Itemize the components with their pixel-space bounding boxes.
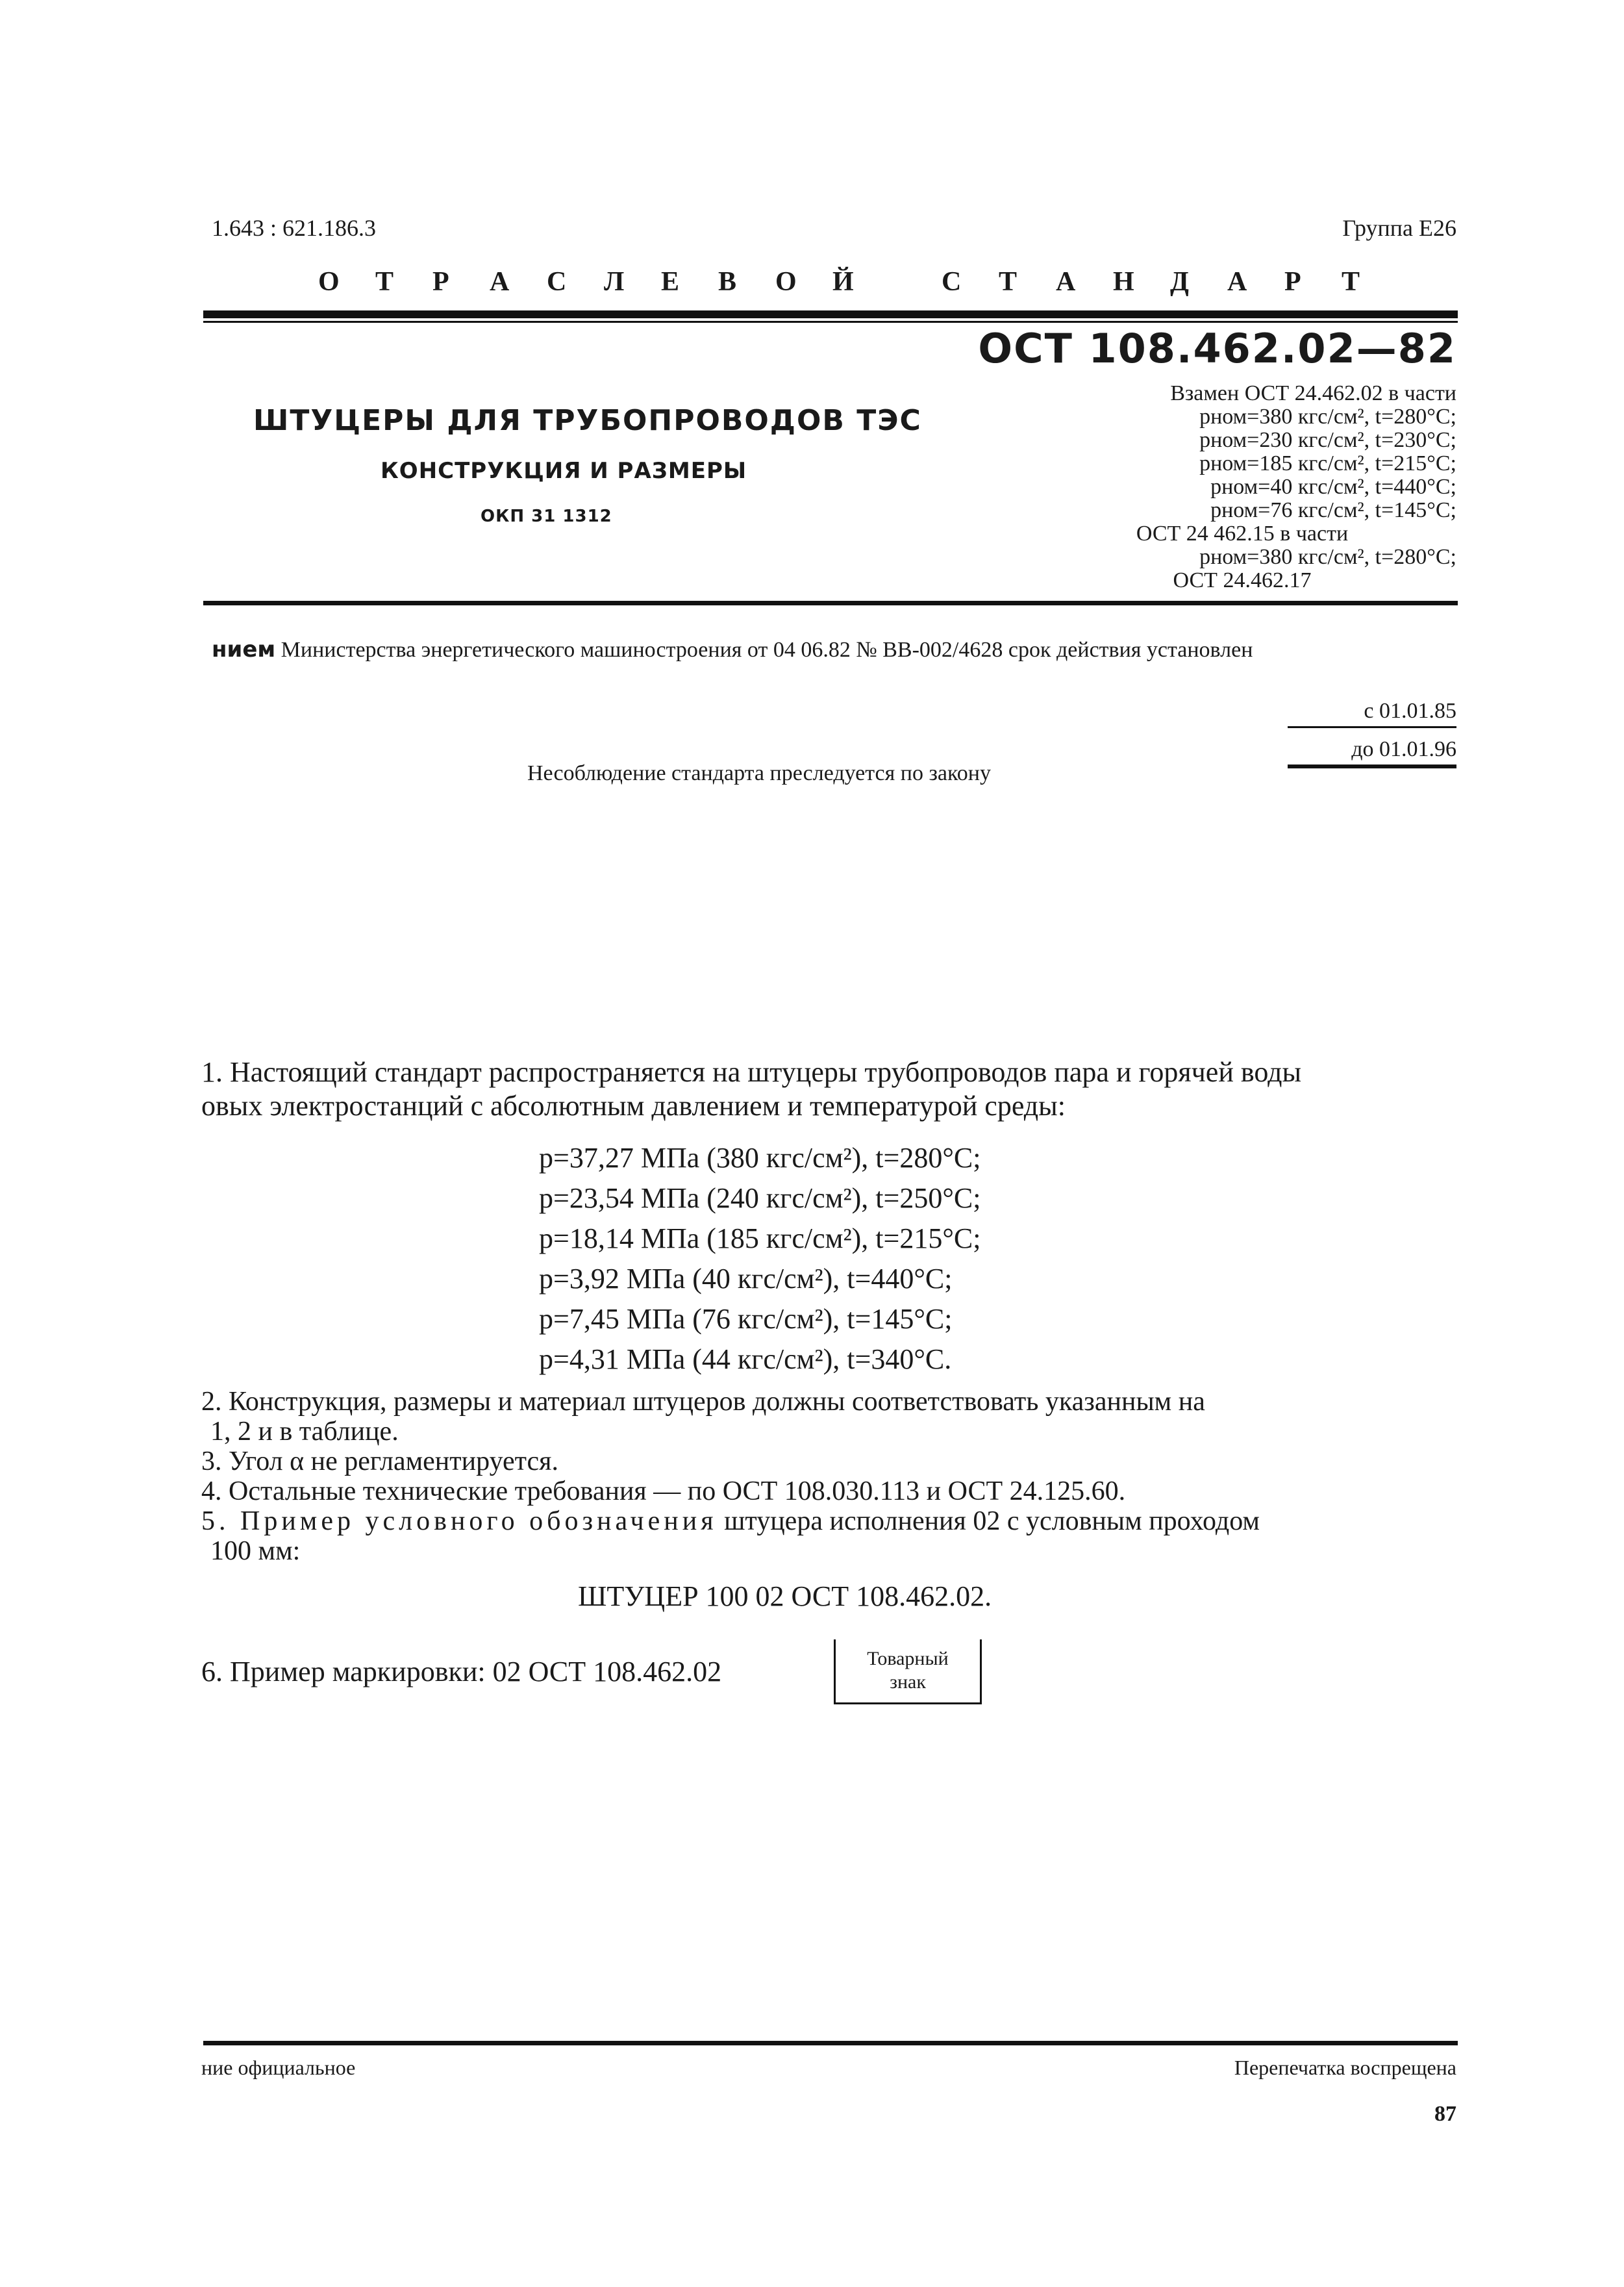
standard-type-letter: Й [832, 267, 854, 297]
replacement-line: Взамен ОСТ 24.462.02 в части [1170, 381, 1456, 405]
clause-4: 4. Остальные технические требования — по ОСТ 108.030.113 и ОСТ 24.125.60. [201, 1476, 1126, 1506]
udk-code: 1.643 : 621.186.3 [212, 215, 377, 241]
parameter-formula: p=4,31 МПа (44 кгс/см²), t=340°C. [539, 1343, 952, 1375]
clause-2: 2. Конструкция, размеры и материал штуцеров должны соответствовать указанным на [201, 1387, 1205, 1417]
validity-dates [1288, 695, 1456, 768]
parameter-list [539, 1138, 981, 1380]
document-subtitle: КОНСТРУКЦИЯ И РАЗМЕРЫ [381, 458, 747, 484]
parameter-formula: p=18,14 МПа (185 кгс/см²), t=215°C; [539, 1222, 981, 1254]
standard-type-letter: Т [375, 267, 394, 297]
valid-from: с 01.01.85 [1288, 695, 1456, 728]
valid-to: до 01.01.96 [1288, 733, 1456, 768]
replacement-line: pном=185 кгс/см², t=215°C; [1199, 451, 1456, 475]
page-number: 87 [1434, 2102, 1456, 2126]
standard-type-heading [318, 266, 1399, 297]
standard-type-letter: Д [1170, 267, 1189, 297]
okp-code: ОКП 31 1312 [481, 507, 612, 526]
standard-type-letter: Т [1342, 267, 1360, 297]
bottom-rule [203, 2041, 1458, 2045]
designation-example: ШТУЦЕР 100 02 ОСТ 108.462.02. [578, 1580, 992, 1612]
standard-type-letter: О [318, 267, 340, 297]
clause-5-prefix: 5. Пример условного обозначения [201, 1506, 718, 1536]
trademark-box-line: знак [890, 1671, 926, 1693]
standard-type-letter: Р [1284, 267, 1301, 297]
clause-5-cont: 100 мм: [210, 1536, 301, 1566]
clause-1-line: овых электростанций с абсолютным давлением и температурой среды: [201, 1090, 1066, 1122]
clause-1-line: 1. Настоящий стандарт распространяется на штуцеры трубопроводов пара и горячей воды [201, 1056, 1302, 1088]
law-notice: Несоблюдение стандарта преследуется по закону [527, 761, 991, 785]
clause-5-suffix: штуцера исполнения 02 с условным проходом [724, 1506, 1260, 1536]
approval-text: Министерства энергетического машиностроения от 04 06.82 № ВВ-002/4628 срок действия установлен [281, 638, 1253, 662]
footer-official: ние официальное [201, 2056, 356, 2079]
replacement-line: pном=380 кгс/см², t=280°C; [1199, 405, 1456, 429]
standard-type-letter: О [775, 267, 797, 297]
parameter-formula: p=3,92 МПа (40 кгс/см²), t=440°C; [539, 1263, 953, 1295]
parameter-formula: p=7,45 МПа (76 кгс/см²), t=145°C; [539, 1303, 953, 1335]
replacement-line: pном=40 кгс/см², t=440°C; [1210, 475, 1456, 499]
replacement-line: pном=230 кгс/см², t=230°C; [1199, 428, 1456, 452]
middle-rule [203, 601, 1458, 605]
parameter-formula: p=37,27 МПа (380 кгс/см²), t=280°C; [539, 1142, 981, 1174]
replacement-line: pном=76 кгс/см², t=145°C; [1210, 498, 1456, 522]
standard-type-letter: А [490, 267, 510, 297]
group-code: Группа Е26 [1342, 215, 1456, 241]
parameter-formula: p=23,54 МПа (240 кгс/см²), t=250°C; [539, 1182, 981, 1214]
standard-type-letter: С [942, 267, 962, 297]
clauses-2-5 [201, 1387, 1461, 1566]
clause-5 [201, 1506, 1461, 1536]
footer-reprint: Перепечатка воспрещена [1234, 2056, 1456, 2079]
standard-type-letter: А [1227, 267, 1247, 297]
trademark-box [834, 1639, 982, 1704]
replacement-line: ОСТ 24 462.15 в части [1136, 522, 1349, 546]
clause-1 [201, 1055, 1461, 1123]
replacement-line: pном=380 кгс/см², t=280°C; [1199, 545, 1456, 569]
replacement-line: ОСТ 24.462.17 [1173, 568, 1312, 592]
clause-2-cont: 1, 2 и в таблице. [210, 1417, 399, 1447]
standard-type-letter: Р [432, 267, 449, 297]
standard-type-letter: Н [1113, 267, 1134, 297]
standard-type-letter: А [1056, 267, 1076, 297]
clause-3: 3. Угол α не регламентируется. [201, 1447, 558, 1476]
approval-statement [212, 637, 1460, 663]
standard-type-letter: С [547, 267, 567, 297]
approval-prefix: нием [212, 637, 276, 663]
replacement-block [1002, 382, 1456, 592]
standard-code: ОСТ 108.462.02—82 [978, 325, 1456, 372]
document-title: ШТУЦЕРЫ ДЛЯ ТРУБОПРОВОДОВ ТЭС [253, 404, 922, 437]
trademark-box-line: Товарный [867, 1648, 949, 1669]
marking-example: 6. Пример маркировки: 02 ОСТ 108.462.02 [201, 1656, 722, 1687]
top-rule-thick [203, 310, 1458, 318]
standard-type-letter: Л [604, 267, 625, 297]
standard-type-letter: Т [999, 267, 1018, 297]
standard-type-letter: Е [661, 267, 680, 297]
top-rule-thin [203, 321, 1458, 323]
standard-type-letter: В [718, 267, 737, 297]
